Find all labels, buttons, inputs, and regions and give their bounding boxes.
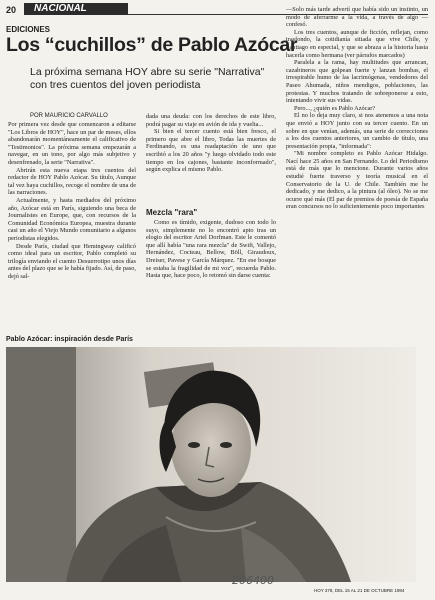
paragraph: Por primera vez desde que comenzaron a editarse "Los Libros de HOY", hace un par de meses, ellos abandonarán momentáneamente el calificativo de "Testimonios". La próxima semana empezarán a navegar, en un tono, por algo más subjetivo y desenfrenado, la serie "Narrativa". (8, 121, 136, 166)
handwritten-archive-number: 206400 (232, 574, 274, 587)
paragraph: Abrirán esta nueva etapa tres cuentos del redactor de HOY Pablo Azócar. Su título, Aunque tal vez haya cuchillos, recoge el nombre de una de las narraciones. (8, 166, 136, 197)
paragraph: "Mi nombre completo es Pablo Azócar Hidalgo. Nací hace 25 años en San Fernando. Lo del Periodismo está de más que lo mencione. Durante varios años estudié fuerte traverso y teoría musical en el Conservatorio de la U. de Chile. También me he dedicado, y me dedico, a la pintura (al óleo). No se me ocurre qué más (El par de premios de poesía de España eran concursos no lo suficientemente poco importantes (286, 150, 428, 211)
section-label: NACIONAL (34, 3, 87, 14)
subheading: Mezcla "rara" (146, 208, 198, 217)
portrait-illustration (6, 347, 416, 582)
paragraph: —Solo más tarde advertí que había sido un instinto, un modo de aferrarme a la vida, a través de algo —confesó. (286, 6, 428, 29)
paragraph: El no lo deja muy claro, si nos atenemos a una nota que envió a HOY junto con su tercer cuento. En un sobre en que venían, además, una serie de correcciones a los dos cuentos anteriores, un cambio de título, una presentación propia, "informada": (286, 112, 428, 150)
photo-caption: Pablo Azócar: inspiración desde París (6, 336, 133, 343)
column-2-bottom (146, 219, 276, 280)
deck: La próxima semana HOY abre su serie "Narrativa" con tres cuentos del joven periodista (30, 66, 265, 91)
paragraph: Los tres cuentos, aunque de ficción, reflejan, como trasfondo, la cotidianía sitiada que vive Chile, y Santiago en especial, y que se abraza a la historia hasta hacerla como hermana (ver párrafos marcados) (286, 28, 428, 59)
paragraph: dada una deuda: con los derechos de este libro, podrá pagar su viaje en avión de ida y vuelta... (146, 113, 276, 128)
paragraph: Pero..., ¿quién es Pablo Azócar? (294, 104, 376, 112)
paragraph: Actualmente, y hasta mediados del próximo año, Azócar está en París, siguiendo una beca de Journalistes en Europe, que, con recursos de la Comunidad Económica Europea, muestra durante casi un año el Viejo Mundo comunitario a algunos periodistas elegidos. (8, 196, 136, 242)
paragraph: Como es tímido, exigente, dudoso con todo lo suyo, simplemente no lo encontró apto tras un elogio del escritor Ariel Dorfman. Este le comentó que allí había "una rara mezcla" de Swift, Vallejo, Hernández, Cocteau, Bellow, Böll, Giraudoux, Dreiser, Pavese y García Márquez. "En ese bosque se estaba la fragilidad de mi voz", recuerda Pablo. Hasta que, hace poco, lo retomó sin darse cuenta: (146, 219, 276, 280)
headline: Los “cuchillos” de Pablo Azócar (6, 34, 298, 56)
column-1 (8, 121, 136, 280)
column-2-top (146, 113, 276, 174)
kicker: EDICIONES (6, 25, 51, 34)
byline: POR MAURICIO CARVALLO (30, 113, 108, 119)
portrait-photo (6, 347, 416, 582)
section-banner (24, 3, 128, 15)
paragraph: Desde París, ciudad que Hemingway calificó como ideal para un escritor, Pablo completó su trilogía enviando el cuento Desuerrotipo unos días antes del plazo que se le había fijado. Así, de paso, dejó sal- (8, 242, 136, 280)
page-number: 20 (6, 5, 17, 15)
column-3 (286, 6, 428, 211)
paragraph: Paralela a la rama, hay multitudes que arrancan, cazabineros que golpean fuerte y lanzan bombas, el irrespirable humo de las lacrimógenas, vendedores del Paseo Ahumada, niños mendigos, poblaciones, las protestas. Y muchos tratando de sobreponerse a esto, intentando vivir sus vidas. (286, 59, 428, 105)
paragraph: Si bien el tercer cuento está bien fresco, el primero que abre el libro, Todas las muertes de Ferdinando, es una readaptación de uno que escribió a los 20 años "y luego olvidado todo este tiempo en los cajones, bastante inconformado", según explica el mismo Pablo. (146, 128, 276, 174)
footer-issue-line: HOY 378, DEL 15 AL 21 DE OCTUBRE 1984 (314, 588, 405, 593)
